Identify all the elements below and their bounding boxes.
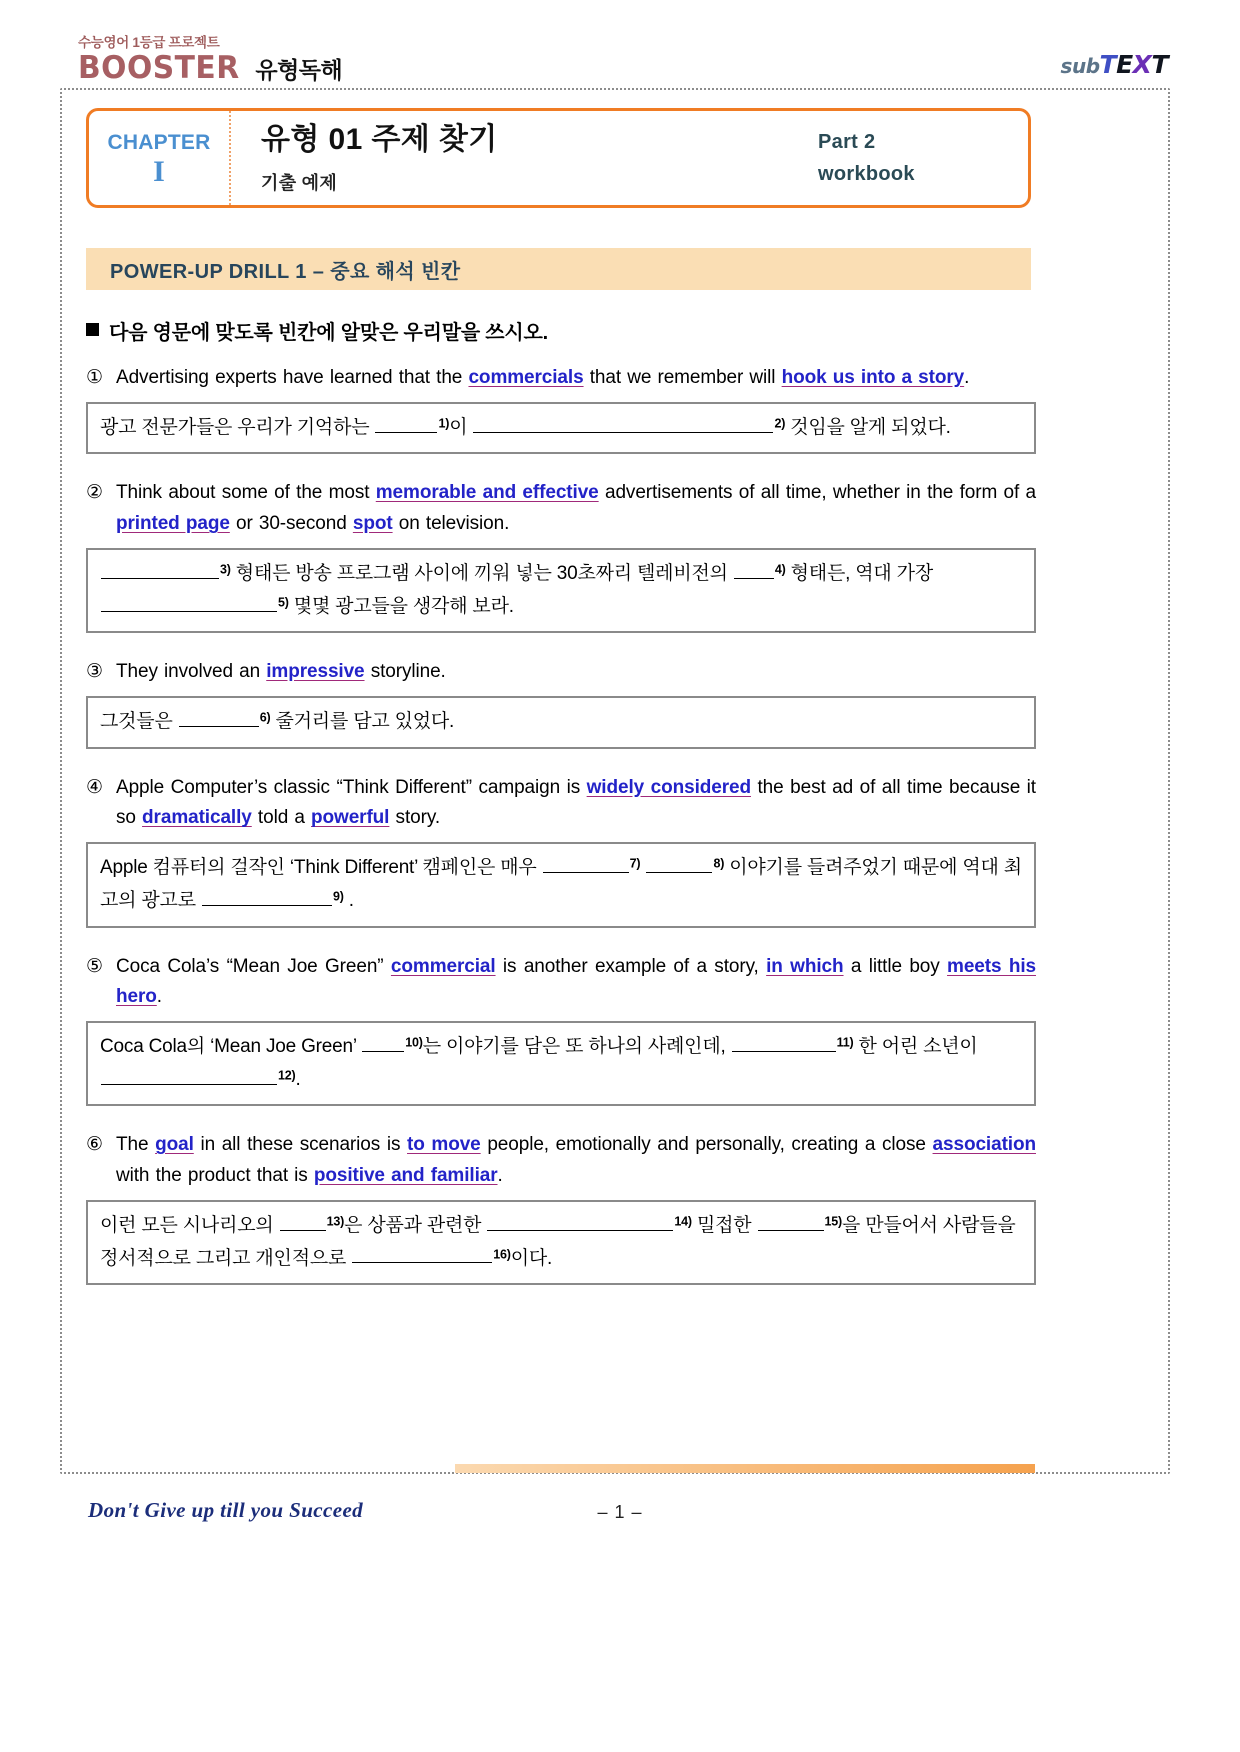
plain-text: advertisements of all time, whether in the form of a [598, 482, 1036, 504]
highlighted-phrase: meets his hero [116, 955, 1036, 1008]
item-english-line [86, 952, 1036, 1014]
highlighted-phrase: memorable and effective [375, 482, 599, 504]
korean-text: . [343, 889, 354, 911]
highlighted-phrase: dramatically [142, 807, 252, 829]
answer-blank[interactable] [101, 590, 277, 612]
logo-part-t2: T [1151, 50, 1168, 79]
brand-name: BOOSTER [78, 49, 240, 86]
blank-index: 8) [713, 856, 725, 871]
brand-logo [78, 36, 342, 84]
item-english-line [86, 1130, 1036, 1192]
answer-blank[interactable] [487, 1209, 673, 1231]
highlighted-phrase: commercial [390, 955, 496, 977]
highlighted-phrase: commercials [468, 367, 584, 388]
plain-text: a little boy [843, 955, 948, 977]
blank-index: 14) [674, 1214, 692, 1229]
chapter-label: CHAPTER [107, 131, 211, 155]
highlighted-phrase: in which [766, 955, 844, 977]
answer-blank[interactable] [734, 557, 774, 579]
korean-text: 줄거리를 담고 있었다. [270, 710, 455, 732]
item-english-text [116, 773, 1036, 835]
plain-text: the best ad of all time because it so [116, 776, 1036, 829]
korean-text: 그것들은 [100, 710, 178, 732]
highlighted-phrase: spot [352, 513, 393, 535]
answer-blank[interactable] [101, 1063, 277, 1085]
item-english-text [116, 363, 1036, 394]
answer-blank[interactable] [543, 851, 629, 873]
blank-index: 1) [438, 416, 450, 431]
logo-part-x: X [1132, 50, 1152, 79]
korean-text: 밀접한 [691, 1214, 757, 1236]
chapter-badge [89, 111, 231, 205]
chapter-part-group [808, 111, 1028, 205]
item-english-line [86, 363, 1036, 394]
instruction-text: 다음 영문에 맞도록 빈칸에 알맞은 우리말을 쓰시오. [109, 322, 549, 344]
highlighted-phrase: powerful [311, 807, 390, 829]
blank-index: 9) [332, 889, 344, 904]
page-title: 유형 01 주제 찾기 [261, 123, 498, 157]
blank-index: 10) [405, 1035, 423, 1050]
blank-index: 6) [259, 710, 271, 725]
plain-text: or 30-second [229, 513, 353, 535]
blank-index: 12) [278, 1067, 296, 1082]
plain-text: Coca Cola’s “Mean Joe Green” [116, 955, 391, 977]
korean-text [640, 857, 645, 878]
korean-text: 이 [449, 416, 473, 438]
chapter-header [86, 108, 1031, 208]
item-list [86, 363, 1036, 1285]
korean-text: 은 상품과 관련한 [344, 1214, 487, 1236]
book-label: workbook [818, 163, 915, 185]
blank-index: 7) [629, 856, 641, 871]
subtext-logo [1061, 52, 1168, 77]
answer-blank[interactable] [101, 557, 219, 579]
plain-text: Think about some of the most [116, 482, 376, 504]
blank-index: 16) [493, 1246, 511, 1261]
logo-part-t: T [1099, 50, 1117, 79]
page-footer [0, 1490, 1240, 1550]
chapter-number: I [153, 154, 165, 188]
plain-text: The [116, 1134, 156, 1156]
korean-answer-box[interactable] [86, 1200, 1036, 1285]
answer-blank[interactable] [280, 1209, 326, 1231]
chapter-title-group [231, 111, 808, 205]
highlighted-phrase: impressive [266, 661, 365, 683]
korean-text: 을 만들어서 사람들을 정서적으로 그리고 개인적으로 [100, 1214, 1016, 1269]
korean-text: 몇몇 광고들을 생각해 보라. [288, 595, 514, 617]
item-number: ⑥ [86, 1134, 104, 1156]
korean-answer-box[interactable] [86, 842, 1036, 927]
item-number: ① [86, 367, 104, 388]
highlighted-phrase: association [932, 1134, 1036, 1156]
plain-text: . [964, 367, 970, 388]
item-english-text [116, 952, 1036, 1014]
highlighted-phrase: goal [155, 1134, 194, 1156]
korean-text: 형태든 방송 프로그램 사이에 끼워 넣는 30초짜리 텔레비전의 [230, 562, 733, 584]
brand-kicker: 수능영어 1등급 프로젝트 [78, 35, 220, 50]
korean-text: Apple 컴퓨터의 걸작인 ‘Think Different’ 캠페인은 매우 [100, 857, 542, 879]
korean-answer-box[interactable] [86, 402, 1036, 455]
plain-text: people, emotionally and personally, creating a close [480, 1134, 933, 1156]
highlighted-phrase: printed page [116, 513, 230, 535]
item-number: ⑤ [86, 955, 104, 977]
brand-subject: 유형독해 [255, 56, 343, 83]
highlighted-phrase: positive and familiar [313, 1165, 498, 1187]
korean-text: 것임을 알게 되었다. [785, 416, 951, 438]
drill-banner [86, 248, 1031, 290]
footer-slogan: Don't Give up till you Succeed [88, 1498, 364, 1522]
exercise-item [86, 952, 1036, 1107]
answer-blank[interactable] [646, 851, 712, 873]
plain-text: Apple Computer’s classic “Think Different” campaign is [116, 776, 587, 798]
logo-part-sub: sub [1060, 54, 1100, 78]
plain-text: is another example of a story, [495, 955, 767, 977]
exercise-content [86, 316, 1036, 1309]
plain-text: story. [389, 807, 440, 829]
plain-text: in all these scenarios is [193, 1134, 408, 1156]
plain-text: They involved an [116, 661, 267, 683]
answer-blank[interactable] [202, 884, 332, 906]
blank-index: 2) [774, 416, 786, 431]
korean-text: 광고 전문가들은 우리가 기억하는 [100, 416, 375, 438]
item-english-text [116, 1130, 1036, 1192]
highlighted-phrase: to move [407, 1134, 481, 1156]
plain-text: that we remember will [583, 367, 782, 388]
plain-text: storyline. [364, 661, 446, 683]
blank-index: 5) [278, 594, 289, 609]
blank-index: 3) [220, 562, 231, 577]
korean-text: 이야기를 들려주었기 때문에 역대 최고의 광고로 [100, 857, 1022, 911]
blank-index: 11) [836, 1035, 854, 1050]
masthead [0, 0, 1240, 92]
item-english-line [86, 478, 1036, 540]
plain-text: told a [251, 807, 311, 829]
answer-blank[interactable] [179, 705, 259, 727]
korean-text: Coca Cola의 ‘Mean Joe Green’ [100, 1035, 362, 1057]
blank-index: 15) [824, 1214, 842, 1229]
drill-banner-label: POWER-UP DRILL 1 – 중요 해석 빈칸 [110, 260, 461, 283]
logo-part-e: E [1116, 50, 1133, 79]
plain-text: with the product that is [116, 1165, 314, 1187]
item-number: ④ [86, 776, 104, 798]
part-label: Part 2 [818, 131, 876, 153]
highlighted-phrase: widely considered [586, 776, 751, 798]
answer-blank[interactable] [732, 1030, 836, 1052]
korean-text: 한 어린 소년이 [853, 1035, 978, 1057]
exercise-item [86, 478, 1036, 633]
plain-text: . [497, 1165, 503, 1187]
korean-text: 이런 모든 시나리오의 [100, 1214, 279, 1236]
korean-text: . [295, 1068, 301, 1090]
answer-blank[interactable] [375, 411, 437, 433]
exercise-item [86, 657, 1036, 748]
answer-blank[interactable] [758, 1209, 824, 1231]
instruction-line [86, 316, 1036, 345]
blank-index: 13) [326, 1214, 345, 1229]
item-english-line [86, 773, 1036, 835]
korean-text: 이다. [510, 1247, 553, 1269]
exercise-item [86, 363, 1036, 454]
exercise-item [86, 773, 1036, 928]
highlighted-phrase: hook us into a story [781, 367, 965, 388]
bullet-square-icon [86, 323, 99, 336]
item-number: ③ [86, 661, 104, 683]
item-english-line [86, 657, 1036, 688]
korean-answer-box[interactable] [86, 548, 1036, 633]
answer-blank[interactable] [362, 1030, 404, 1052]
chapter-subtitle: 기출 예제 [261, 172, 338, 193]
korean-answer-box[interactable] [86, 1021, 1036, 1106]
exercise-item [86, 1130, 1036, 1285]
item-english-text [116, 657, 1036, 688]
plain-text: . [156, 986, 162, 1008]
answer-blank[interactable] [473, 411, 773, 433]
answer-blank[interactable] [352, 1242, 492, 1264]
plain-text: Advertising experts have learned that the [116, 367, 469, 388]
item-english-text [116, 478, 1036, 540]
blank-index: 4) [774, 562, 786, 577]
page-number: – 1 – [597, 1502, 643, 1522]
item-number: ② [86, 482, 104, 504]
korean-text: 형태든, 역대 가장 [785, 562, 933, 584]
korean-answer-box[interactable] [86, 696, 1036, 749]
korean-text: 는 이야기를 담은 또 하나의 사례인데, [422, 1035, 731, 1057]
footer-accent-bar [455, 1464, 1035, 1473]
plain-text: on television. [392, 513, 510, 535]
